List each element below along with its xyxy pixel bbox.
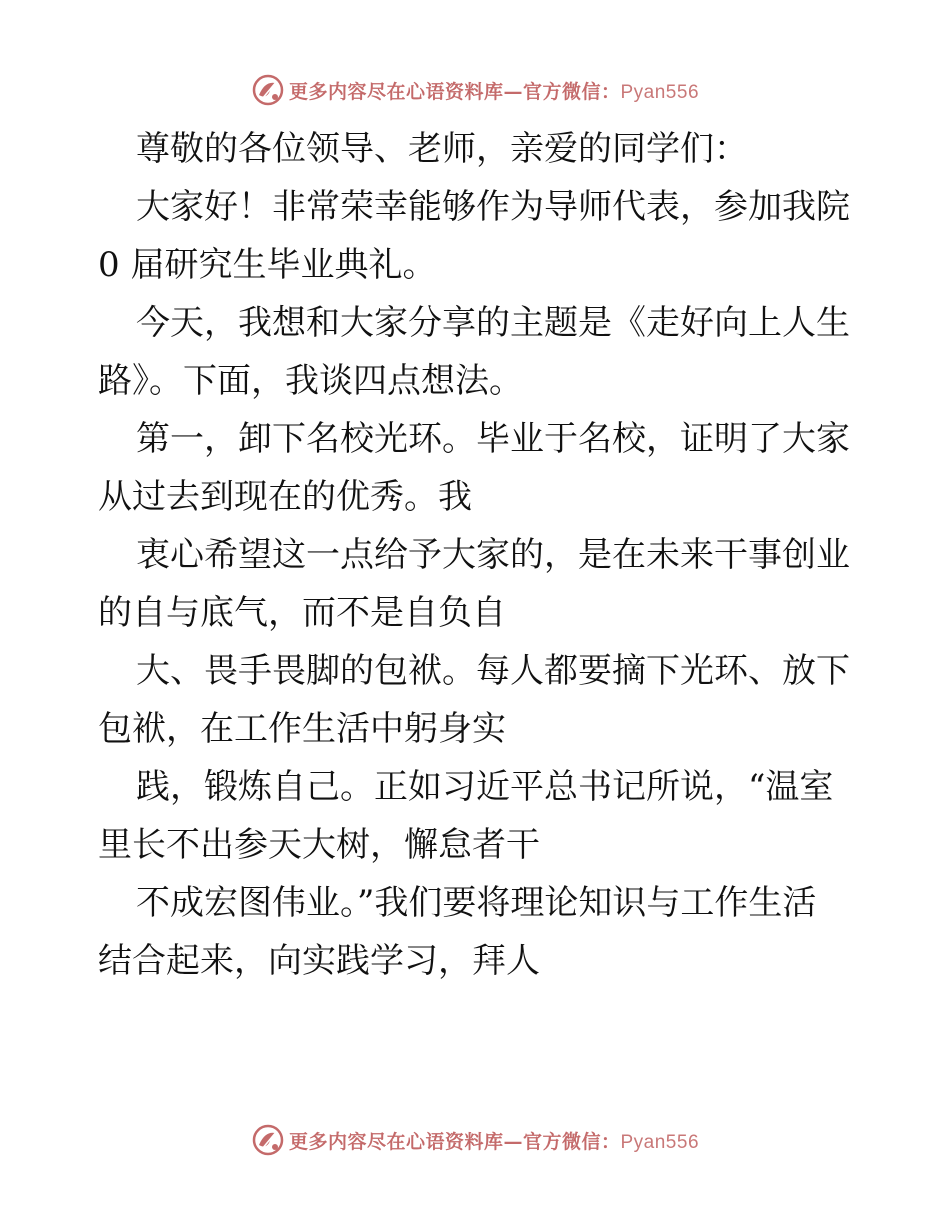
watermark-text xyxy=(289,1127,699,1154)
brand-logo-icon xyxy=(251,73,285,107)
text-line: 今天，我想和大家分享的主题是《走好向上人生 xyxy=(136,303,850,343)
text-line: 大家好！非常荣幸能够作为导师代表，参加我院 xyxy=(136,187,850,227)
footer-watermark xyxy=(0,1120,950,1160)
text-line: 从过去到现在的优秀。我 xyxy=(98,477,472,517)
document-body xyxy=(98,120,852,990)
watermark-text-cn: 更多内容尽在心语资料库—官方微信： xyxy=(288,80,621,103)
text-line: 践，锻炼自己。正如习近平总书记所说，“温室 xyxy=(136,767,834,807)
watermark-text xyxy=(289,77,699,104)
text-line: 0 届研究生毕业典礼。 xyxy=(98,245,437,285)
text-line: 包袱，在工作生活中躬身实 xyxy=(98,709,506,749)
text-line: 里长不出参天大树，懈怠者干 xyxy=(98,825,540,865)
text-line: 路》。下面，我谈四点想法。 xyxy=(98,361,523,401)
text-line: 大、畏手畏脚的包袱。每人都要摘下光环、放下 xyxy=(136,651,850,691)
text-line: 的自与底气，而不是自负自 xyxy=(98,593,506,633)
header-watermark xyxy=(0,70,950,110)
text-line: 尊敬的各位领导、老师，亲爱的同学们： xyxy=(136,129,748,169)
watermark-text-cn: 更多内容尽在心语资料库—官方微信： xyxy=(288,1130,621,1153)
text-line: 衷心希望这一点给予大家的，是在未来干事创业 xyxy=(136,535,850,575)
watermark-wechat-id: Pyan556 xyxy=(620,1131,700,1153)
brand-logo-icon xyxy=(251,1123,285,1157)
text-line: 结合起来，向实践学习，拜人 xyxy=(98,941,540,981)
watermark-wechat-id: Pyan556 xyxy=(620,81,700,103)
text-line: 不成宏图伟业。”我们要将理论知识与工作生活 xyxy=(136,883,817,923)
text-line: 第一，卸下名校光环。毕业于名校，证明了大家 xyxy=(136,419,850,459)
